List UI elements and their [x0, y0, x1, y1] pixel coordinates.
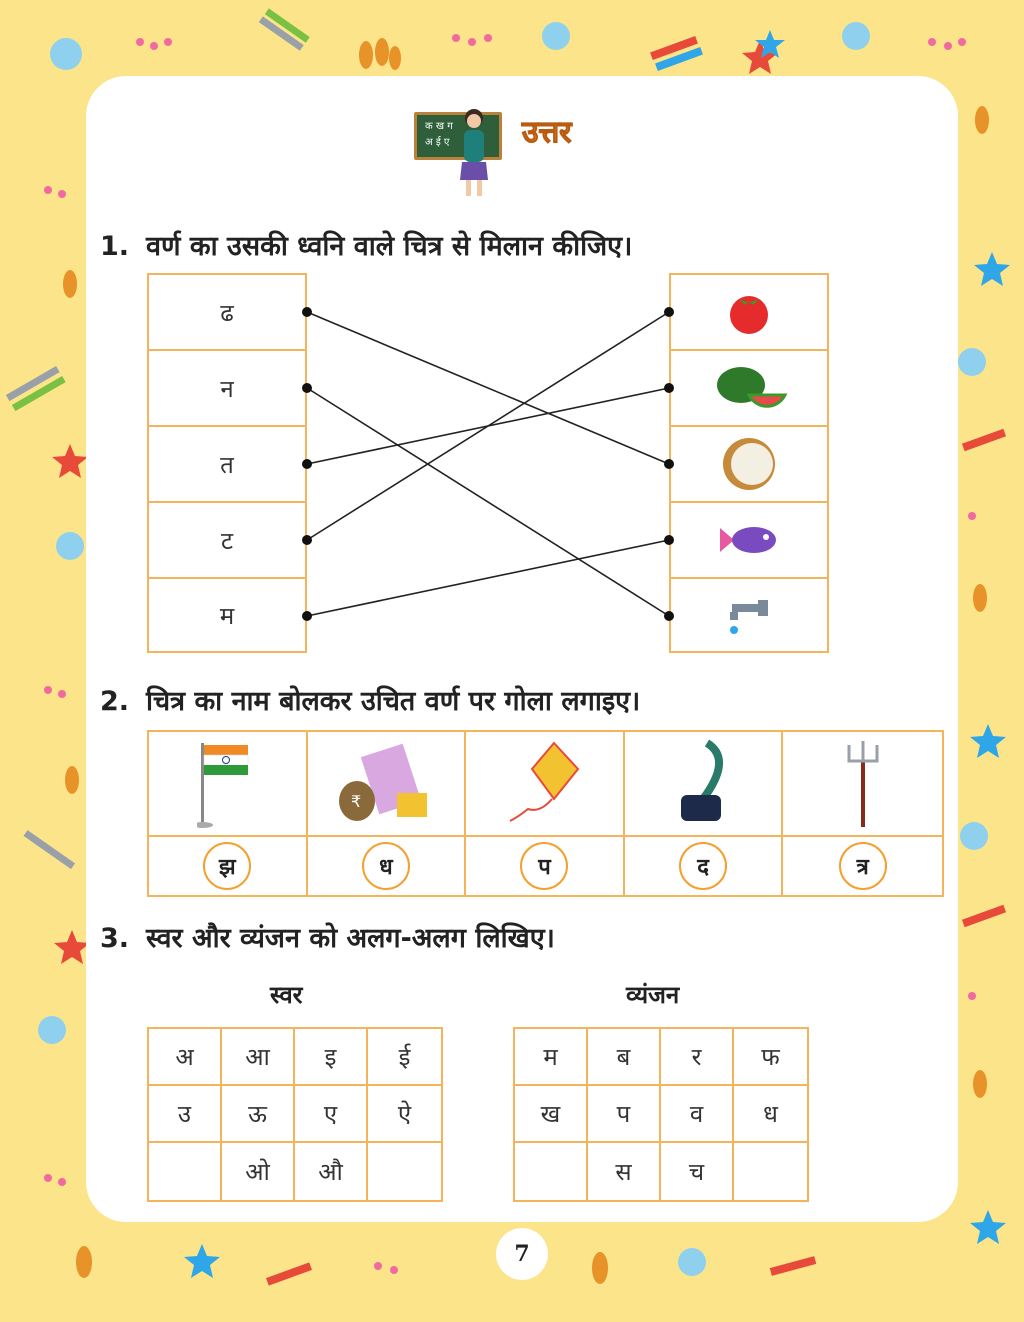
- question-text: स्वर और व्यंजन को अलग-अलग लिखिए।: [146, 923, 555, 954]
- vyanjan-cell: च: [661, 1143, 734, 1200]
- flag-icon: [197, 739, 257, 829]
- swar-cell: ओ: [222, 1143, 295, 1200]
- swar-title: स्वर: [270, 981, 303, 1009]
- kite-icon: [504, 739, 584, 829]
- inkpot-icon: [663, 739, 743, 829]
- trident-icon: [843, 739, 883, 829]
- question-text: चित्र का नाम बोलकर उचित वर्ण पर गोला लगाइए।: [146, 686, 641, 717]
- match-line: [307, 388, 669, 616]
- vyanjan-cell: ख: [515, 1086, 588, 1143]
- letter-box: त: [147, 425, 307, 503]
- picture-cell: [625, 732, 784, 837]
- question-3: [100, 918, 555, 955]
- swar-cell: अ: [149, 1029, 222, 1086]
- match-line: [307, 540, 669, 616]
- circled-letter: प: [520, 842, 568, 890]
- letter-box: ढ: [147, 273, 307, 351]
- vyanjan-cell: [515, 1143, 588, 1200]
- circled-letter: झ: [203, 842, 251, 890]
- vyanjan-cell: फ: [734, 1029, 807, 1086]
- vyanjan-cell: व: [661, 1086, 734, 1143]
- page-number: 7: [496, 1228, 548, 1280]
- match-dot: [664, 307, 674, 317]
- match-dot: [664, 535, 674, 545]
- letter-cell: [783, 837, 942, 895]
- svg-text:₹: ₹: [350, 791, 362, 811]
- picture-cell: [466, 732, 625, 837]
- swar-cell: ऊ: [222, 1086, 295, 1143]
- picture-cell: [308, 732, 467, 837]
- swar-cell: ए: [295, 1086, 368, 1143]
- circled-letter: त्र: [839, 842, 887, 890]
- vyanjan-cell: स: [588, 1143, 661, 1200]
- swar-cell: आ: [222, 1029, 295, 1086]
- match-dot: [302, 611, 312, 621]
- letter-cell: [625, 837, 784, 895]
- match-line: [307, 312, 669, 540]
- swar-cell: ई: [368, 1029, 441, 1086]
- match-dot: [664, 459, 674, 469]
- vyanjan-title: व्यंजन: [626, 981, 680, 1009]
- match-dot: [302, 383, 312, 393]
- swar-grid: [147, 1027, 443, 1202]
- letter-cell: [149, 837, 308, 895]
- circled-letter: द: [679, 842, 727, 890]
- swar-cell: इ: [295, 1029, 368, 1086]
- letter-box: ट: [147, 501, 307, 579]
- swar-cell: [149, 1143, 222, 1200]
- swar-cell: ऐ: [368, 1086, 441, 1143]
- letter-box: न: [147, 349, 307, 427]
- letter-cell: [308, 837, 467, 895]
- match-dot: [664, 611, 674, 621]
- vyanjan-cell: [734, 1143, 807, 1200]
- question-number: 1.: [100, 231, 130, 262]
- question-number: 2.: [100, 686, 130, 717]
- swar-cell: उ: [149, 1086, 222, 1143]
- picture-cell: [783, 732, 942, 837]
- match-dot: [664, 383, 674, 393]
- question-2: [100, 681, 640, 718]
- vyanjan-cell: ध: [734, 1086, 807, 1143]
- picture-letter-grid: [147, 730, 944, 897]
- vyanjan-cell: ब: [588, 1029, 661, 1086]
- board-line: अ ई ए: [425, 137, 450, 148]
- match-dot: [302, 307, 312, 317]
- vyanjan-cell: र: [661, 1029, 734, 1086]
- circled-letter: ध: [362, 842, 410, 890]
- vyanjan-cell: म: [515, 1029, 588, 1086]
- question-number: 3.: [100, 923, 130, 954]
- match-line: [307, 312, 669, 464]
- vyanjan-grid: [513, 1027, 809, 1202]
- swar-cell: औ: [295, 1143, 368, 1200]
- page-title: उत्तर: [522, 115, 572, 150]
- vyanjan-cell: प: [588, 1086, 661, 1143]
- picture-cell: [149, 732, 308, 837]
- money-icon: [331, 739, 441, 829]
- letter-cell: [466, 837, 625, 895]
- swar-cell: [368, 1143, 441, 1200]
- board-line: क ख ग: [425, 121, 453, 132]
- match-dot: [302, 535, 312, 545]
- letter-box: म: [147, 577, 307, 653]
- match-dot: [302, 459, 312, 469]
- question-text: वर्ण का उसकी ध्वनि वाले चित्र से मिलान कीजिए।: [146, 231, 633, 262]
